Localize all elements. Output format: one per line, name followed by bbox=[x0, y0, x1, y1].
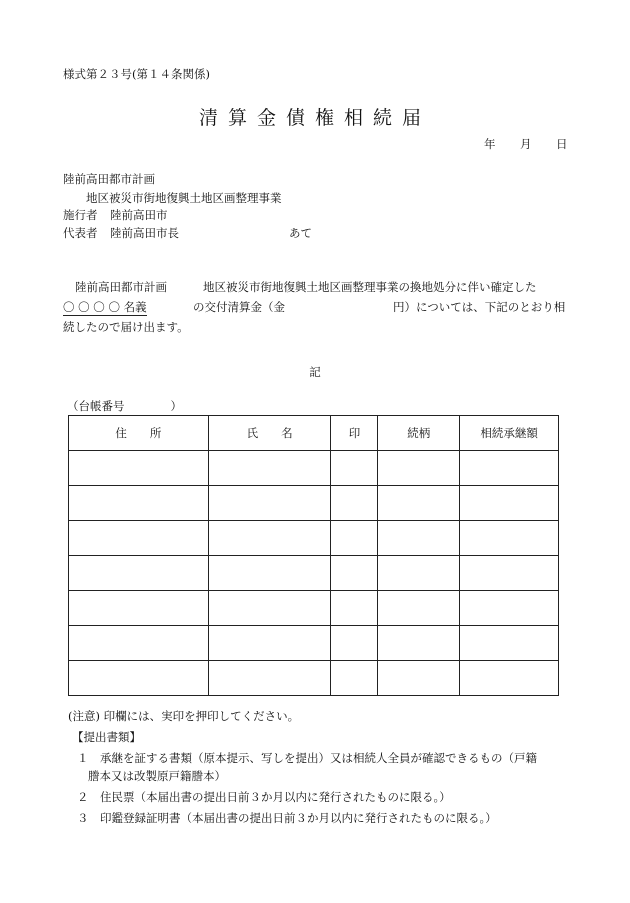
date-year-label: 年 bbox=[484, 137, 496, 151]
seal-caution-note: (注意) 印欄には、実印を押印してください。 bbox=[68, 709, 300, 723]
date-day-label: 日 bbox=[556, 137, 568, 151]
name-cell[interactable] bbox=[208, 626, 331, 661]
relationship-cell[interactable] bbox=[378, 556, 460, 591]
address-cell[interactable] bbox=[69, 556, 209, 591]
address-cell[interactable] bbox=[69, 451, 209, 486]
body-amount-prefix: の交付清算金（金 bbox=[193, 300, 285, 314]
document-title: 清算金債権相続届 bbox=[198, 107, 431, 129]
form-number: 様式第２３号(第１４条関係) bbox=[63, 67, 210, 81]
relationship-cell[interactable] bbox=[378, 626, 460, 661]
document-item-1-continued: 謄本又は改製原戸籍謄本） bbox=[88, 769, 226, 783]
amount-cell[interactable] bbox=[460, 661, 559, 696]
date-month-label: 月 bbox=[520, 137, 532, 151]
representative-name: 陸前高田市長 bbox=[110, 226, 179, 240]
header-inherited-amount: 相続承継額 bbox=[460, 416, 559, 451]
name-cell[interactable] bbox=[208, 521, 331, 556]
executor-label: 施行者 bbox=[63, 208, 98, 222]
ki-heading: 記 bbox=[309, 365, 321, 379]
table-row bbox=[69, 591, 559, 626]
table-header-row bbox=[69, 416, 559, 451]
seal-cell[interactable] bbox=[331, 661, 378, 696]
body-amount-suffix: 円）については、下記のとおり相 bbox=[393, 300, 566, 314]
amount-cell[interactable] bbox=[460, 451, 559, 486]
relationship-cell[interactable] bbox=[378, 521, 460, 556]
executor-name: 陸前高田市 bbox=[110, 208, 168, 222]
name-cell[interactable] bbox=[208, 556, 331, 591]
address-cell[interactable] bbox=[69, 591, 209, 626]
heirs-table bbox=[68, 415, 559, 696]
document-item-2: ２ 住民票（本届出書の提出日前３か月以内に発行されたものに限る。） bbox=[77, 790, 451, 804]
document-item-3: ３ 印鑑登録証明書（本届出書の提出日前３か月以内に発行されたものに限る。） bbox=[77, 811, 497, 825]
seal-cell[interactable] bbox=[331, 486, 378, 521]
document-item-1: １ 承継を証する書類（原本提示、写しを提出）又は相続人全員が確認できるもの（戸籍 bbox=[77, 751, 537, 765]
project-name-line1: 陸前高田都市計画 bbox=[63, 172, 155, 186]
amount-cell[interactable] bbox=[460, 626, 559, 661]
relationship-cell[interactable] bbox=[378, 451, 460, 486]
representative-label: 代表者 bbox=[63, 226, 98, 240]
table-body bbox=[69, 451, 559, 696]
address-cell[interactable] bbox=[69, 661, 209, 696]
amount-cell[interactable] bbox=[460, 521, 559, 556]
body-holder-name: 〇 〇 〇 〇 名義 bbox=[63, 300, 147, 314]
amount-cell[interactable] bbox=[460, 486, 559, 521]
name-cell[interactable] bbox=[208, 661, 331, 696]
documents-heading: 【提出書類】 bbox=[72, 730, 141, 744]
seal-cell[interactable] bbox=[331, 521, 378, 556]
address-cell[interactable] bbox=[69, 521, 209, 556]
project-name-line2: 地区被災市街地復興土地区画整理事業 bbox=[86, 191, 282, 205]
header-seal: 印 bbox=[331, 416, 378, 451]
name-cell[interactable] bbox=[208, 591, 331, 626]
table-row bbox=[69, 486, 559, 521]
name-cell[interactable] bbox=[208, 451, 331, 486]
header-address: 住 所 bbox=[69, 416, 209, 451]
amount-cell[interactable] bbox=[460, 591, 559, 626]
seal-cell[interactable] bbox=[331, 556, 378, 591]
seal-cell[interactable] bbox=[331, 591, 378, 626]
table-row bbox=[69, 661, 559, 696]
body-closing: 続したので届け出ます。 bbox=[63, 320, 189, 334]
table-row bbox=[69, 521, 559, 556]
relationship-cell[interactable] bbox=[378, 486, 460, 521]
body-project-prefix: 陸前高田都市計画 bbox=[75, 280, 167, 294]
ledger-number-label: （台帳番号 ） bbox=[67, 399, 182, 413]
address-cell[interactable] bbox=[69, 486, 209, 521]
relationship-cell[interactable] bbox=[378, 591, 460, 626]
seal-cell[interactable] bbox=[331, 626, 378, 661]
table-row bbox=[69, 556, 559, 591]
name-cell[interactable] bbox=[208, 486, 331, 521]
header-name: 氏 名 bbox=[208, 416, 331, 451]
table-row bbox=[69, 626, 559, 661]
relationship-cell[interactable] bbox=[378, 661, 460, 696]
body-project-rest: 地区被災市街地復興土地区画整理事業の換地処分に伴い確定した bbox=[203, 280, 537, 294]
address-cell[interactable] bbox=[69, 626, 209, 661]
header-relationship: 続柄 bbox=[378, 416, 460, 451]
table-row bbox=[69, 451, 559, 486]
seal-cell[interactable] bbox=[331, 451, 378, 486]
amount-cell[interactable] bbox=[460, 556, 559, 591]
addressee-suffix: あて bbox=[289, 226, 312, 240]
